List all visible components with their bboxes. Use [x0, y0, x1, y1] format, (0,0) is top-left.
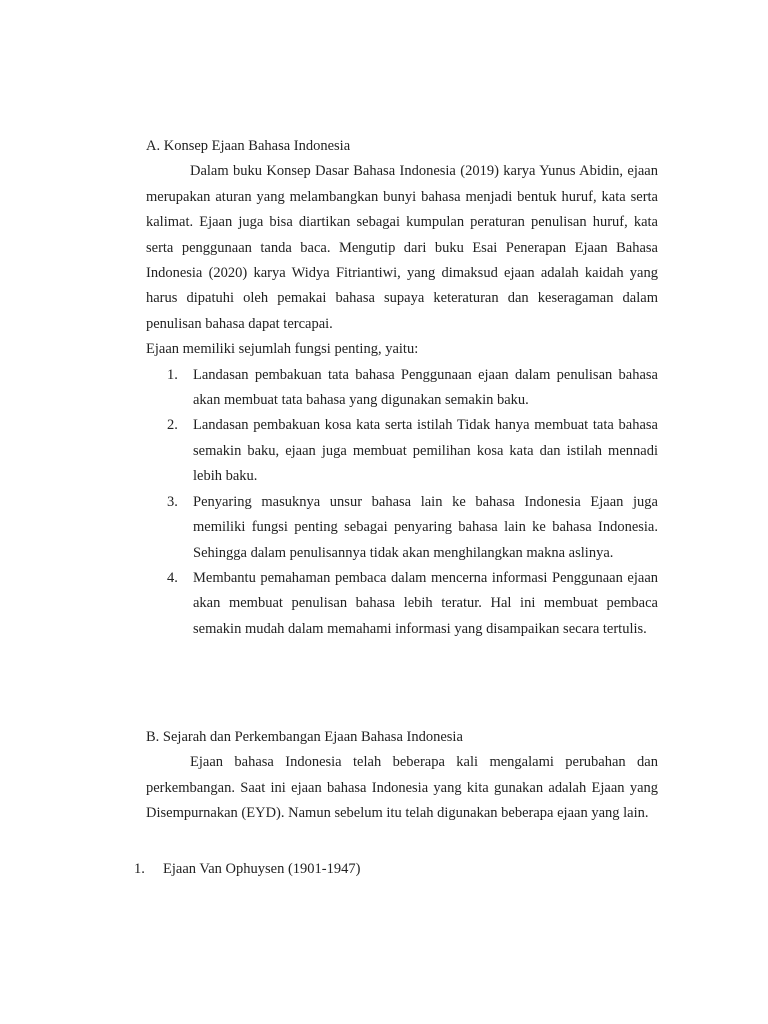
list-item-text: Landasan pembakuan kosa kata serta istilah Tidak hanya membuat tata bahasa semakin baku, ejaan juga membuat pemilihan kosa kata dan istilah mennadi lebih baku. [193, 417, 658, 485]
list-item-number: 1. [134, 861, 145, 877]
section-a-heading: A. Konsep Ejaan Bahasa Indonesia [146, 138, 351, 154]
list-item-number: 3. [167, 493, 178, 510]
list-item-number: 4. [167, 569, 178, 586]
section-a-intro: Ejaan memiliki sejumlah fungsi penting, yaitu: [146, 341, 419, 358]
section-a-paragraph: Dalam buku Konsep Dasar Bahasa Indonesia (2019) karya Yunus Abidin, ejaan merupakan aturan yang melambangkan bunyi bahasa menjadi bentuk huruf, kata serta kalimat. Ejaan juga bisa diartikan sebagai kumpulan peraturan penulisan huruf, kata serta penggunaan tanda baca. Mengutip dari buku Esai Penerapan Ejaan Bahasa Indonesia (2020) karya Widya Fitriantiwi, yang dimaksud ejaan adalah kaidah yang harus dipatuhi oleh pemakai bahasa supaya keteraturan dan keseragaman dalam penulisan bahasa dapat tercapai. [146, 163, 658, 332]
section-b-heading: B. Sejarah dan Perkembangan Ejaan Bahasa Indonesia [146, 729, 463, 745]
list-item [146, 490, 658, 566]
section-b [146, 725, 658, 827]
list-item [146, 413, 658, 489]
list-item [146, 363, 658, 414]
list-item-text: Penyaring masuknya unsur bahasa lain ke bahasa Indonesia Ejaan juga memiliki fungsi penting sebagai penyaring bahasa lain ke bahasa Indonesia. Sehingga dalam penulisannya tidak akan menghilangkan makna aslinya. [193, 493, 658, 561]
list-item-text: Membantu pemahaman pembaca dalam mencerna informasi Penggunaan ejaan akan membuat penulisan bahasa lebih teratur. Hal ini membuat pembaca semakin mudah dalam memahami informasi yang disampaikan secara tertulis. [193, 569, 658, 637]
list-item [146, 566, 658, 642]
function-list [146, 363, 658, 642]
list-item-number: 1. [167, 366, 178, 383]
list-item-text: Landasan pembakuan tata bahasa Penggunaan ejaan dalam penulisan bahasa akan membuat tata bahasa yang digunakan semakin baku. [193, 366, 658, 409]
history-list-item [134, 857, 360, 882]
section-a [146, 134, 658, 642]
section-b-paragraph: Ejaan bahasa Indonesia telah beberapa kali mengalami perubahan dan perkembangan. Saat ini ejaan bahasa Indonesia yang kita gunakan adalah Ejaan yang Disempurnakan (EYD). Namun sebelum itu telah digunakan beberapa ejaan yang lain. [146, 754, 658, 822]
list-item-text: Ejaan Van Ophuysen (1901-1947) [163, 861, 361, 877]
list-item-number: 2. [167, 417, 178, 434]
